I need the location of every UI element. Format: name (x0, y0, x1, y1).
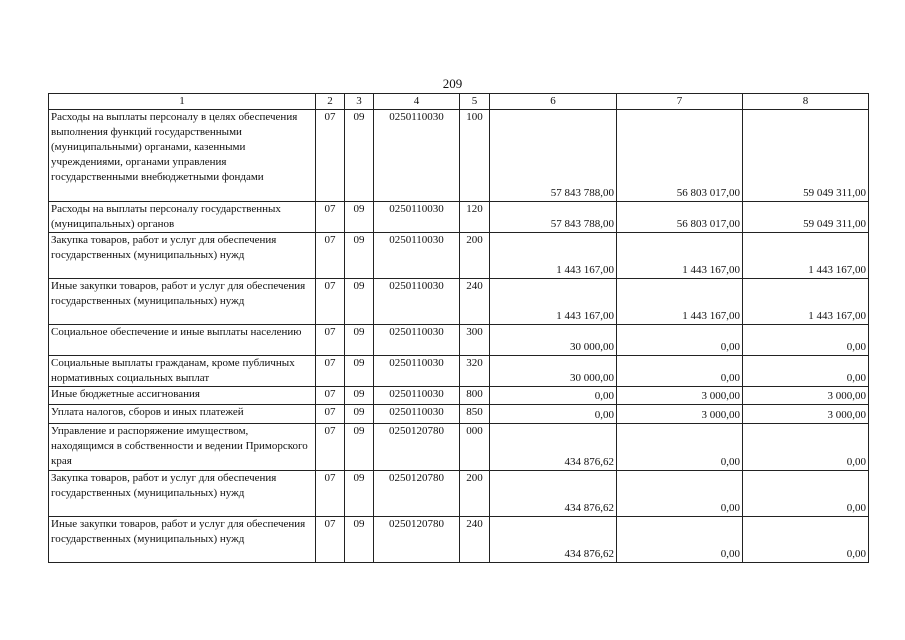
expense-type-code: 300 (460, 325, 490, 356)
target-article-code: 0250110030 (374, 202, 460, 233)
expense-type-code: 200 (460, 233, 490, 279)
amount-col6: 57 843 788,00 (490, 110, 617, 202)
amount-col7: 56 803 017,00 (617, 110, 743, 202)
amount-col8: 0,00 (743, 471, 869, 517)
table-row (49, 110, 869, 202)
table-row (49, 405, 869, 424)
table-row (49, 517, 869, 563)
expense-type-code: 850 (460, 405, 490, 424)
expense-type-code: 000 (460, 424, 490, 471)
column-header: 5 (460, 94, 490, 110)
column-header: 1 (49, 94, 316, 110)
expense-name: Расходы на выплаты персоналу государственных (муниципальных) органов (49, 202, 316, 233)
amount-col6: 0,00 (490, 387, 617, 405)
expense-name: Иные закупки товаров, работ и услуг для обеспечения государственных (муниципальных) нужд (49, 517, 316, 563)
amount-col7: 0,00 (617, 325, 743, 356)
target-article-code: 0250110030 (374, 325, 460, 356)
section-code: 07 (316, 424, 345, 471)
table-row (49, 279, 869, 325)
column-header: 2 (316, 94, 345, 110)
table-row (49, 325, 869, 356)
section-code: 07 (316, 325, 345, 356)
expense-type-code: 240 (460, 517, 490, 563)
section-code: 07 (316, 110, 345, 202)
amount-col7: 3 000,00 (617, 387, 743, 405)
expense-type-code: 800 (460, 387, 490, 405)
amount-col8: 59 049 311,00 (743, 202, 869, 233)
expense-type-code: 320 (460, 356, 490, 387)
subsection-code: 09 (345, 405, 374, 424)
amount-col7: 0,00 (617, 517, 743, 563)
section-code: 07 (316, 387, 345, 405)
table-row (49, 356, 869, 387)
amount-col8: 1 443 167,00 (743, 233, 869, 279)
expense-name: Иные бюджетные ассигнования (49, 387, 316, 405)
table-header-row (49, 94, 869, 110)
subsection-code: 09 (345, 517, 374, 563)
amount-col6: 1 443 167,00 (490, 233, 617, 279)
amount-col6: 30 000,00 (490, 356, 617, 387)
expense-type-code: 120 (460, 202, 490, 233)
expense-name: Расходы на выплаты персоналу в целях обеспечения выполнения функций государственными (муниципальными) органами, казенными учреждениями, органами управления государственными внебюджетными фондами (49, 110, 316, 202)
table-row (49, 387, 869, 405)
amount-col8: 1 443 167,00 (743, 279, 869, 325)
target-article-code: 0250120780 (374, 424, 460, 471)
page-number: 209 (442, 76, 463, 91)
target-article-code: 0250110030 (374, 110, 460, 202)
amount-col8: 0,00 (743, 356, 869, 387)
expense-name: Закупка товаров, работ и услуг для обеспечения государственных (муниципальных) нужд (49, 471, 316, 517)
subsection-code: 09 (345, 424, 374, 471)
subsection-code: 09 (345, 356, 374, 387)
subsection-code: 09 (345, 110, 374, 202)
amount-col7: 0,00 (617, 424, 743, 471)
expense-name: Иные закупки товаров, работ и услуг для обеспечения государственных (муниципальных) нужд (49, 279, 316, 325)
section-code: 07 (316, 202, 345, 233)
expense-name: Управление и распоряжение имуществом, находящимся в собственности и ведении Приморского края (49, 424, 316, 471)
amount-col7: 3 000,00 (617, 405, 743, 424)
subsection-code: 09 (345, 202, 374, 233)
table-row (49, 424, 869, 471)
subsection-code: 09 (345, 471, 374, 517)
amount-col7: 1 443 167,00 (617, 279, 743, 325)
amount-col8: 0,00 (743, 325, 869, 356)
target-article-code: 0250120780 (374, 517, 460, 563)
amount-col8: 0,00 (743, 424, 869, 471)
expense-name: Социальные выплаты гражданам, кроме публичных нормативных социальных выплат (49, 356, 316, 387)
table-row (49, 233, 869, 279)
target-article-code: 0250110030 (374, 356, 460, 387)
table-row (49, 471, 869, 517)
section-code: 07 (316, 356, 345, 387)
subsection-code: 09 (345, 387, 374, 405)
subsection-code: 09 (345, 233, 374, 279)
expense-type-code: 200 (460, 471, 490, 517)
amount-col6: 434 876,62 (490, 517, 617, 563)
amount-col7: 56 803 017,00 (617, 202, 743, 233)
amount-col6: 57 843 788,00 (490, 202, 617, 233)
amount-col7: 0,00 (617, 356, 743, 387)
amount-col8: 3 000,00 (743, 405, 869, 424)
expense-name: Социальное обеспечение и иные выплаты населению (49, 325, 316, 356)
target-article-code: 0250110030 (374, 233, 460, 279)
expense-name: Закупка товаров, работ и услуг для обеспечения государственных (муниципальных) нужд (49, 233, 316, 279)
section-code: 07 (316, 405, 345, 424)
subsection-code: 09 (345, 325, 374, 356)
amount-col7: 1 443 167,00 (617, 233, 743, 279)
subsection-code: 09 (345, 279, 374, 325)
column-header: 3 (345, 94, 374, 110)
amount-col6: 434 876,62 (490, 424, 617, 471)
expense-name: Уплата налогов, сборов и иных платежей (49, 405, 316, 424)
amount-col6: 1 443 167,00 (490, 279, 617, 325)
target-article-code: 0250110030 (374, 405, 460, 424)
column-header: 7 (617, 94, 743, 110)
amount-col8: 0,00 (743, 517, 869, 563)
amount-col6: 30 000,00 (490, 325, 617, 356)
section-code: 07 (316, 279, 345, 325)
expense-type-code: 240 (460, 279, 490, 325)
amount-col7: 0,00 (617, 471, 743, 517)
target-article-code: 0250120780 (374, 471, 460, 517)
amount-col6: 434 876,62 (490, 471, 617, 517)
amount-col8: 59 049 311,00 (743, 110, 869, 202)
target-article-code: 0250110030 (374, 387, 460, 405)
section-code: 07 (316, 233, 345, 279)
budget-table (48, 93, 869, 563)
amount-col6: 0,00 (490, 405, 617, 424)
table-row (49, 202, 869, 233)
column-header: 8 (743, 94, 869, 110)
amount-col8: 3 000,00 (743, 387, 869, 405)
column-header: 4 (374, 94, 460, 110)
target-article-code: 0250110030 (374, 279, 460, 325)
section-code: 07 (316, 471, 345, 517)
expense-type-code: 100 (460, 110, 490, 202)
column-header: 6 (490, 94, 617, 110)
section-code: 07 (316, 517, 345, 563)
